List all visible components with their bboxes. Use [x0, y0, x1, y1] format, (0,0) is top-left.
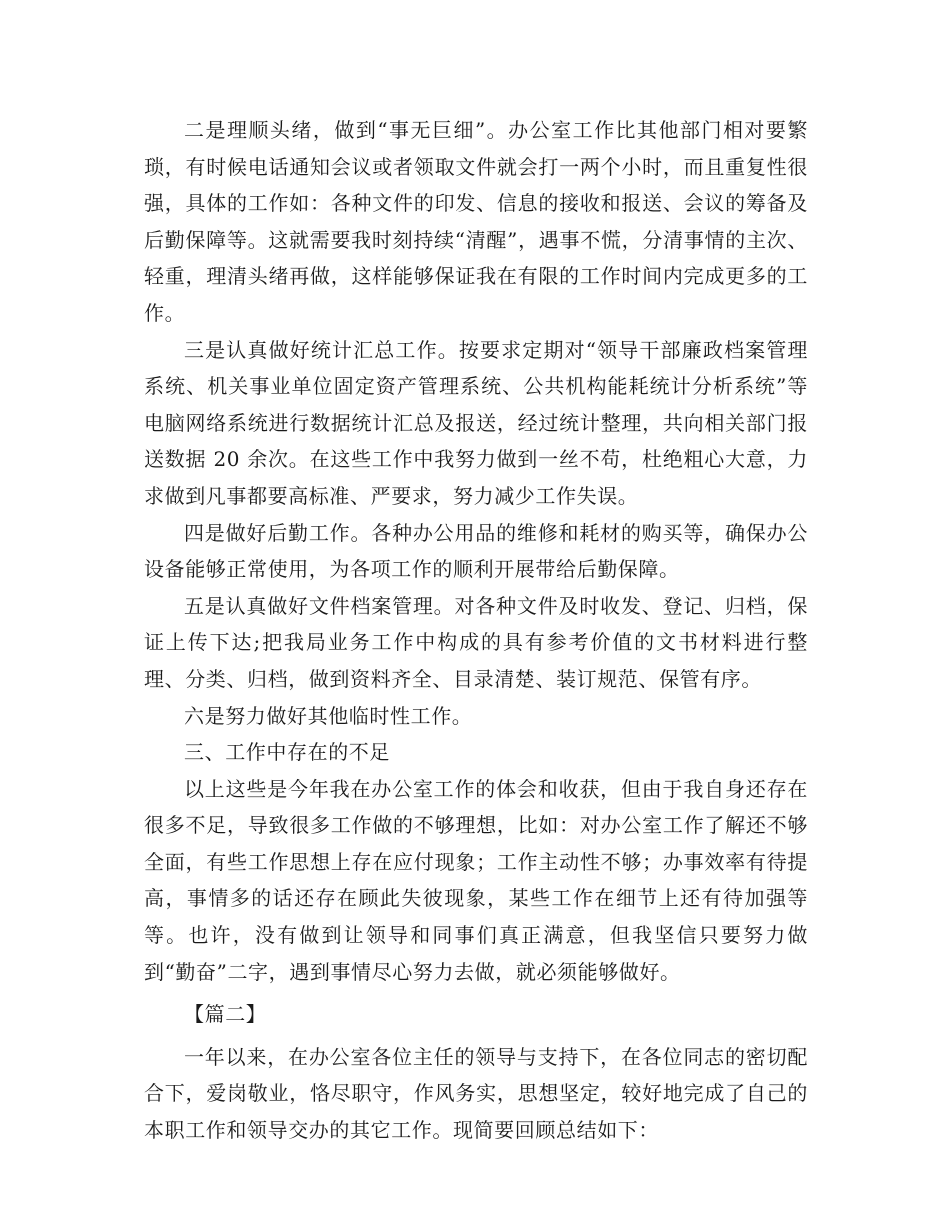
section-heading: 三、工作中存在的不足	[184, 740, 390, 765]
paragraph-7: 一年以来，在办公室各位主任的领导与支持下，在各位同志的密切配合下，爱岗敬业，恪尽职守，作风务实，思想坚定，较好地完成了自己的本职工作和领导交办的其它工作。现简要回顾总结如下：	[144, 1044, 808, 1143]
part-heading: 【篇二】	[184, 1002, 267, 1027]
paragraph-3: 四是做好后勤工作。各种办公用品的维修和耗材的购买等，确保办公设备能够正常使用，为各项工作的顺利开展带给后勤保障。	[144, 520, 808, 582]
paragraph-4: 五是认真做好文件档案管理。对各种文件及时收发、登记、归档，保证上传下达;把我局业务工作中构成的具有参考价值的文书材料进行整理、分类、归档，做到资料齐全、目录清楚、装订规范、保管有序。	[144, 593, 808, 691]
paragraph-5: 六是努力做好其他临时性工作。	[184, 703, 473, 728]
paragraph-1: 二是理顺头绪，做到“事无巨细”。办公室工作比其他部门相对要繁琐，有时候电话通知会议或者领取文件就会打一两个小时，而且重复性很强，具体的工作如：各种文件的印发、信息的接收和报送、会议的筹备及后勤保障等。这就需要我时刻持续“清醒”，遇事不慌，分清事情的主次、轻重，理清头绪再做，这样能够保证我在有限的工作时间内完成更多的工作。	[144, 118, 808, 325]
document-body	[144, 112, 808, 1149]
paragraph-2: 三是认真做好统计汇总工作。按要求定期对“领导干部廉政档案管理系统、机关事业单位固定资产管理系统、公共机构能耗统计分析系统”等电脑网络系统进行数据统计汇总及报送，经过统计整理，共向相关部门报送数据 20 余次。在这些工作中我努力做到一丝不苟，杜绝粗心大意，力求做到凡事都要高标准、严要求，努力减少工作失误。	[144, 337, 808, 508]
paragraph-6: 以上这些是今年我在办公室工作的体会和收获，但由于我自身还存在很多不足，导致很多工作做的不够理想，比如：对办公室工作了解还不够全面，有些工作思想上存在应付现象；工作主动性不够；办事效率有待提高，事情多的话还存在顾此失彼现象，某些工作在细节上还有待加强等等。也许，没有做到让领导和同事们真正满意，但我坚信只要努力做到“勤奋”二字，遇到事情尽心努力去做，就必须能够做好。	[144, 776, 808, 984]
